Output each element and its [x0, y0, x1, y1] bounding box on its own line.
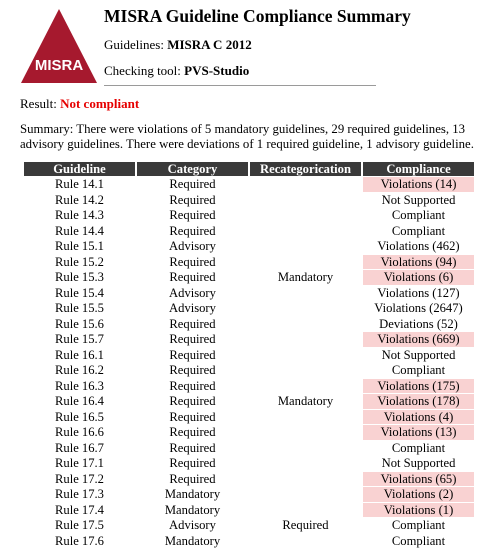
guideline-cell: Rule 17.4	[55, 502, 104, 517]
guideline-cell: Rule 16.2	[55, 363, 104, 377]
compliance-cell: Violations (669)	[363, 332, 474, 347]
recategorization-cell	[250, 255, 361, 270]
table-row	[24, 193, 474, 208]
category-cell: Required	[169, 316, 216, 331]
category-cell: Mandatory	[164, 502, 221, 517]
table-row	[24, 348, 474, 363]
recategorization-cell: Mandatory	[277, 394, 334, 408]
compliance-cell: Not Supported	[381, 347, 456, 362]
table-row	[24, 270, 474, 285]
compliance-cell: Not Supported	[381, 456, 456, 470]
guideline-cell: Rule 14.4	[55, 223, 104, 238]
compliance-cell: Compliant	[391, 208, 446, 222]
guideline-cell: Rule 17.6	[55, 533, 104, 548]
misra-logo	[20, 8, 98, 84]
recategorization-cell	[250, 410, 361, 425]
compliance-cell: Violations (127)	[377, 285, 460, 300]
table-row	[24, 425, 474, 440]
category-cell: Required	[169, 394, 216, 408]
category-cell: Advisory	[169, 301, 216, 315]
category-cell: Required	[169, 192, 216, 207]
table-row	[24, 255, 474, 270]
category-cell: Required	[169, 177, 216, 191]
guideline-cell: Rule 17.5	[55, 518, 104, 532]
compliance-cell: Compliant	[391, 223, 446, 238]
category-cell: Mandatory	[164, 533, 221, 548]
recategorization-cell	[250, 348, 361, 363]
recategorization-cell	[250, 503, 361, 518]
recategorization-cell	[250, 193, 361, 208]
compliance-cell: Violations (1)	[363, 503, 474, 518]
recategorization-cell	[250, 317, 361, 332]
recategorization-cell	[250, 177, 361, 192]
guideline-cell: Rule 14.3	[55, 208, 104, 222]
category-cell: Required	[169, 363, 216, 377]
guideline-cell: Rule 16.4	[55, 394, 104, 408]
guideline-cell: Rule 15.2	[55, 254, 104, 269]
category-cell: Required	[169, 208, 216, 222]
recategorization-cell: Required	[282, 518, 329, 532]
result-line	[20, 96, 139, 112]
guideline-cell: Rule 16.6	[55, 425, 104, 439]
guideline-cell: Rule 15.6	[55, 316, 104, 331]
recategorization-cell	[250, 441, 361, 456]
compliance-cell: Violations (2647)	[374, 301, 463, 315]
guidelines-info	[104, 37, 252, 53]
compliance-cell: Violations (14)	[363, 177, 474, 192]
compliance-cell: Violations (65)	[363, 472, 474, 487]
table-row	[24, 410, 474, 425]
recategorization-cell	[250, 425, 361, 440]
recategorization-cell	[250, 286, 361, 301]
page-title: MISRA Guideline Compliance Summary	[104, 6, 411, 26]
category-cell: Advisory	[169, 285, 216, 300]
table-row	[24, 472, 474, 487]
report-header	[0, 0, 504, 92]
category-cell: Required	[169, 347, 216, 362]
table-row	[24, 487, 474, 502]
table-row	[24, 332, 474, 347]
guideline-cell: Rule 17.2	[55, 471, 104, 486]
compliance-cell: Violations (2)	[363, 487, 474, 502]
category-cell: Mandatory	[164, 487, 221, 501]
guideline-cell: Rule 17.1	[55, 456, 104, 470]
table-row	[24, 177, 474, 192]
compliance-cell: Violations (175)	[363, 379, 474, 394]
table-row	[24, 363, 474, 378]
guidelines-value: MISRA C 2012	[167, 37, 252, 52]
category-cell: Required	[169, 471, 216, 486]
table-row	[24, 379, 474, 394]
table-body	[24, 177, 474, 548]
compliance-cell: Violations (462)	[377, 239, 460, 253]
guideline-cell: Rule 15.1	[55, 239, 104, 253]
guideline-cell: Rule 16.3	[55, 378, 104, 393]
category-cell: Advisory	[169, 239, 216, 253]
compliance-cell: Deviations (52)	[379, 316, 458, 331]
summary-text: Summary: There were violations of 5 mandatory guidelines, 29 required guidelines, 13 advisory guidelines. There were deviations of 1 required guideline, 1 advisory guideline.	[20, 122, 474, 151]
recategorization-cell: Mandatory	[277, 270, 334, 284]
table-row	[24, 301, 474, 316]
compliance-cell: Violations (13)	[363, 425, 474, 440]
checking-tool-info	[104, 63, 249, 79]
table-row	[24, 394, 474, 409]
table-row	[24, 239, 474, 254]
guideline-cell: Rule 14.1	[55, 177, 104, 191]
header-divider	[104, 85, 376, 86]
guideline-cell: Rule 16.7	[55, 440, 104, 455]
compliance-cell: Violations (94)	[363, 255, 474, 270]
category-cell: Required	[169, 425, 216, 439]
guideline-cell: Rule 16.1	[55, 347, 104, 362]
result-label: Result:	[20, 96, 57, 111]
recategorization-cell	[250, 224, 361, 239]
recategorization-cell	[250, 239, 361, 254]
table-row	[24, 208, 474, 223]
compliance-cell: Not Supported	[381, 192, 456, 207]
checking-tool-label: Checking tool:	[104, 63, 181, 78]
guideline-cell: Rule 14.2	[55, 192, 104, 207]
category-cell: Required	[169, 456, 216, 470]
table-row	[24, 503, 474, 518]
column-header-category: Category	[137, 162, 248, 176]
recategorization-cell	[250, 332, 361, 347]
recategorization-cell	[250, 534, 361, 549]
category-cell: Required	[169, 440, 216, 455]
compliance-cell: Compliant	[391, 440, 446, 455]
recategorization-cell	[250, 472, 361, 487]
column-header-compliance: Compliance	[363, 162, 474, 176]
category-cell: Required	[169, 378, 216, 393]
recategorization-cell	[250, 456, 361, 471]
category-cell: Required	[169, 254, 216, 269]
guideline-cell: Rule 15.4	[55, 285, 104, 300]
table-row	[24, 518, 474, 533]
recategorization-cell	[250, 487, 361, 502]
compliance-cell: Compliant	[391, 533, 446, 548]
compliance-cell: Violations (6)	[363, 270, 474, 285]
column-header-recategorization: Recategorication	[250, 162, 361, 176]
checking-tool-value: PVS-Studio	[184, 63, 250, 78]
category-cell: Required	[169, 270, 216, 284]
table-row	[24, 456, 474, 471]
compliance-cell: Violations (4)	[363, 410, 474, 425]
guideline-cell: Rule 15.5	[55, 301, 104, 315]
guideline-cell: Rule 15.3	[55, 270, 104, 284]
misra-logo-text: MISRA	[34, 57, 84, 74]
result-status: Not compliant	[60, 96, 140, 111]
category-cell: Advisory	[169, 518, 216, 532]
recategorization-cell	[250, 363, 361, 378]
category-cell: Required	[169, 332, 216, 346]
guideline-cell: Rule 15.7	[55, 332, 104, 346]
compliance-cell: Compliant	[391, 518, 446, 532]
recategorization-cell	[250, 379, 361, 394]
guideline-cell: Rule 16.5	[55, 409, 104, 424]
compliance-cell: Compliant	[391, 363, 446, 377]
table-row	[24, 286, 474, 301]
compliance-cell: Violations (178)	[363, 394, 474, 409]
compliance-table	[22, 161, 476, 549]
recategorization-cell	[250, 301, 361, 316]
guidelines-label: Guidelines:	[104, 37, 164, 52]
category-cell: Required	[169, 223, 216, 238]
table-row	[24, 534, 474, 549]
table-row	[24, 317, 474, 332]
recategorization-cell	[250, 208, 361, 223]
guideline-cell: Rule 17.3	[55, 487, 104, 501]
table-header-row	[24, 162, 474, 176]
table-row	[24, 441, 474, 456]
category-cell: Required	[169, 409, 216, 424]
column-header-guideline: Guideline	[24, 162, 135, 176]
table-row	[24, 224, 474, 239]
